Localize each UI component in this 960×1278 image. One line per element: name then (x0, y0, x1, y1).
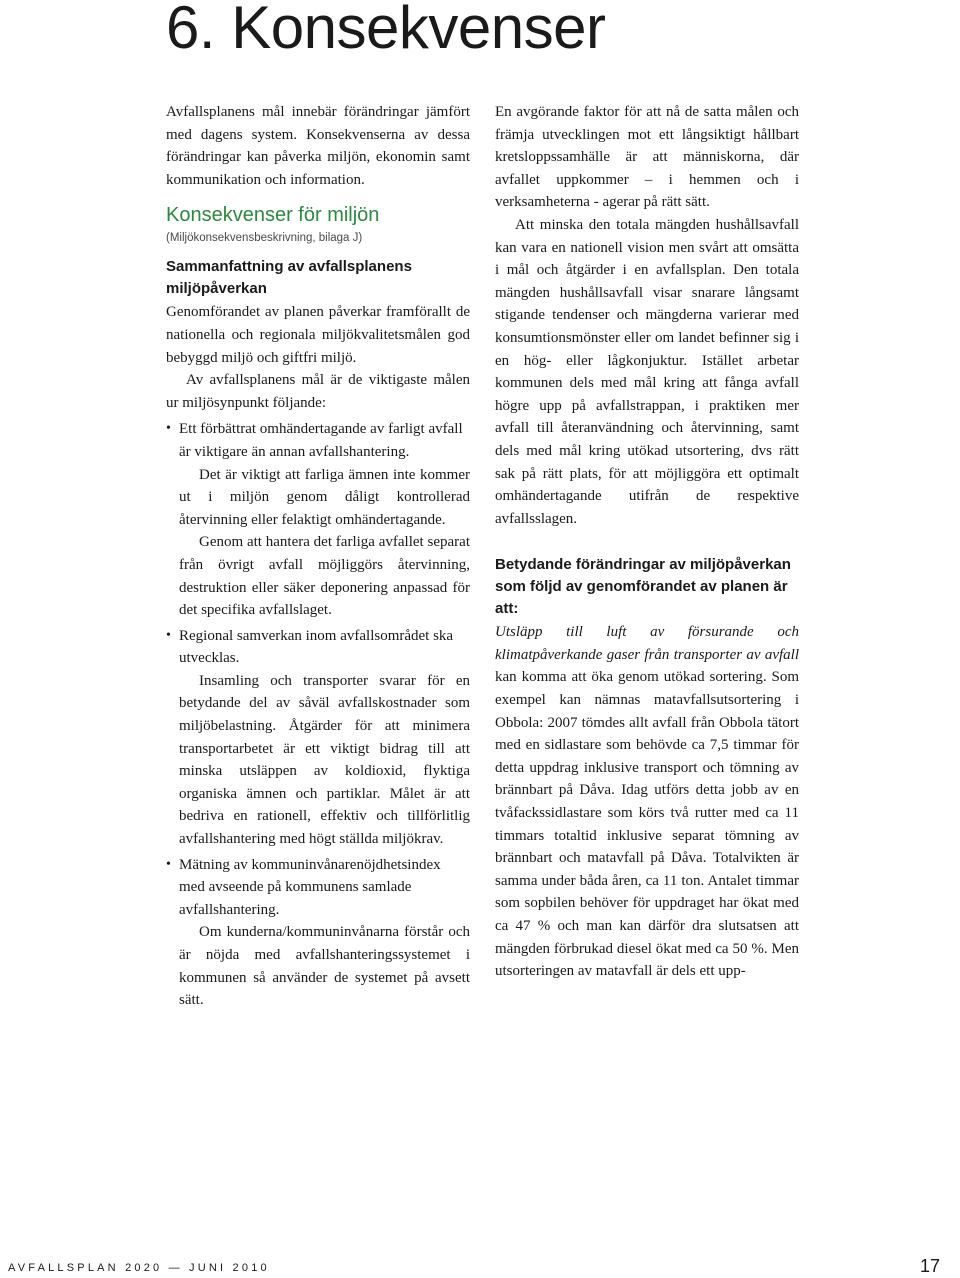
left-column (166, 101, 470, 1015)
right-paragraph (495, 621, 799, 983)
bullet-text: Mätning av kommuninvånarenöjdhetsindex med avseende på kommunens samlade avfallshantering. (179, 856, 441, 918)
bullet-icon: • (166, 421, 171, 437)
goals-intro-paragraph: Av avfallsplanens mål är de viktigaste målen ur miljösynpunkt följande: (166, 372, 470, 411)
summary-heading: Sammanfattning av avfallsplanens miljöpåverkan (166, 258, 412, 298)
bullet-paragraph: Om kunderna/kommuninvånarna förstår och är nöjda med avfallshanteringssystemet i kommunen så använder de systemet på avsett sätt. (179, 924, 470, 1009)
paragraph-rest: kan komma att öka genom utökad sortering. Som exempel kan nämnas matavfallsutsortering i Obbola: 2007 tömdes allt avfall från Obbola tätort med en sidlastare som behövde ca 7,5 timmar för detta uppdrag inklusive transport och tömning av brännbart på Dåva. Idag utförs detta jobb av en tvåfackssidlastare som körs två rutter med ca 11 timmars totaltid inklusive separat tömning av brännbart och matavfall på Dåva. Totalvikten är samma under båda åren, ca 11 ton. Antalet timmar som sopbilen behöver för uppdraget har ökat med ca 47 % och man kan därför dra slutsatsen att mängden förbrukad diesel ökat med ca 50 %. Men utsorteringen av matavfall är dels ett upp- (495, 669, 799, 980)
changes-heading: Betydande förändringar av miljöpåverkan som följd av genomförandet av planen är att: (495, 556, 791, 618)
list-item (166, 625, 470, 851)
list-item (166, 854, 470, 1012)
right-paragraph: Att minska den totala mängden hushållsavfall kan vara en nationell vision men svårt att omsätta i mål och åtgärder i en avfallsplan. Den totala mängden hushållsavfall visar snarare långsamt stigande tendenser och mängderna varierar med konsumtionsmönster eller om landet befinner sig i en hög- eller lågkonjuktur. Istället arbetar kommunen dels med mål kring att fånga avfall högre upp på avfallstrappan, i praktiken mer avfall till återanvändning och återvinning, samt dels med mål kring utökad utsortering, dvs rätt sak på rätt plats, för att möjliggöra ett optimalt omhändertagande utifrån de respektive avfallsslagen. (495, 216, 799, 527)
bullet-text: Regional samverkan inom avfallsområdet ska utvecklas. (179, 627, 454, 667)
bullet-icon: • (166, 627, 171, 643)
bullet-icon: • (166, 856, 171, 872)
intro-paragraph: Avfallsplanens mål innebär förändringar jämfört med dagens system. Konsekvenserna av dessa förändringar kan påverka miljön, ekonomin samt kommunikation och information. (166, 104, 470, 188)
right-paragraph: En avgörande faktor för att nå de satta målen och främja utvecklingen mot ett långsiktigt hållbart kretsloppssamhälle är att människorna, där avfallet uppkommer – i hemmen och i verksamheterna - agerar på rätt sätt. (495, 104, 799, 211)
page-number: 17 (919, 1256, 940, 1276)
bullet-text: Ett förbättrat omhändertagande av farligt avfall är viktigare än annan avfallshantering. (179, 421, 463, 460)
summary-paragraph: Genomförandet av planen påverkar framförallt de nationella och regionala miljökvalitetsmålen god bebyggd miljö och giftfri miljö. (166, 304, 470, 366)
footer-label: AVFALLSPLAN 2020 — JUNI 2010 (8, 1262, 270, 1274)
italic-lead: Utsläpp till luft av försurande och klimatpåverkande gaser från transporter av avfall (495, 624, 799, 663)
page-title: 6. Konsekvenser (166, 0, 606, 61)
goals-list (166, 418, 470, 1011)
list-item (166, 418, 470, 621)
right-column (495, 101, 799, 983)
bullet-paragraph: Det är viktigt att farliga ämnen inte kommer ut i miljön genom dåligt kontrollerad återvinning eller felaktigt omhändertagande. (179, 466, 470, 528)
bullet-paragraph: Genom att hantera det farliga avfallet separat från övrigt avfall möjliggörs återvinning, destruktion eller säker deponering anpassad för det specifika avfallslaget. (179, 534, 470, 619)
section-heading: Konsekvenser för miljön (166, 204, 380, 227)
bullet-paragraph: Insamling och transporter svarar för en betydande del av såväl avfallskostnader som miljöbelastning. Åtgärder för att minimera transportarbetet är ett viktigt bidrag till att minska utsläppen av koldioxid, flyktiga organiska ämnen och partiklar. Målet är att bedriva en rationell, effektiv och tillförlitlig avfallshantering med högt ställda miljökrav. (179, 672, 470, 848)
section-subtitle: (Miljökonsekvensbeskrivning, bilaga J) (166, 232, 363, 245)
